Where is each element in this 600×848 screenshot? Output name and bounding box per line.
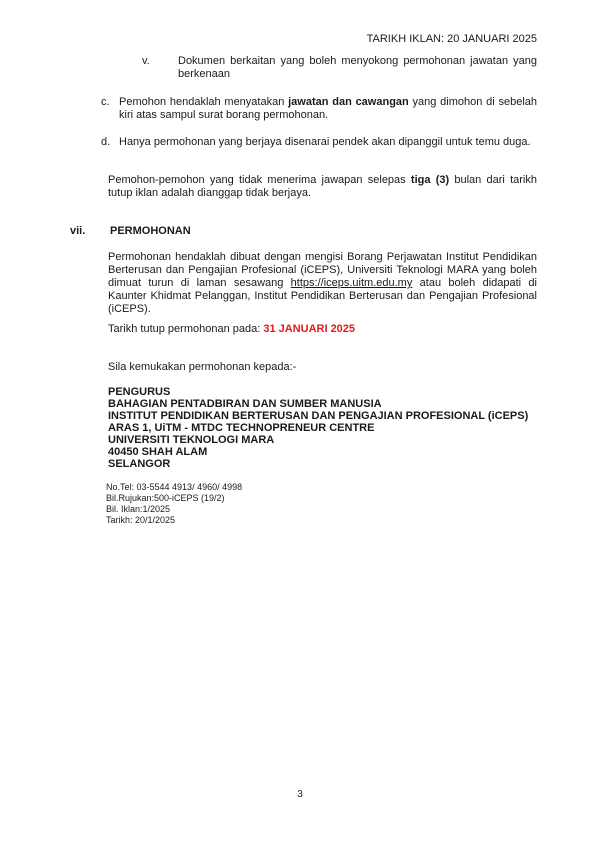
address-line: UNIVERSITI TEKNOLOGI MARA [108,434,275,446]
item-c-text-before: Pemohon hendaklah menyatakan [119,96,289,108]
section-vii-heading [70,225,537,238]
submit-to-line: Sila kemukakan permohonan kepada:- [108,361,297,373]
address-line: ARAS 1, UiTM - MTDC TECHNOPRENEUR CENTRE [108,422,375,434]
list-item-d [101,136,537,149]
list-item-d-marker: d. [101,136,111,148]
item-c-bold-phrase: jawatan dan cawangan [288,96,409,108]
reference-info-block [106,482,406,526]
info-line-iklan: Bil. Iklan:1/2025 [106,504,171,514]
advert-date-header: TARIKH IKLAN: 20 JANUARI 2025 [366,33,537,45]
info-line-tarikh: Tarikh: 20/1/2025 [106,515,176,525]
list-item-v [142,55,537,81]
list-item-c [101,96,537,122]
address-line: BAHAGIAN PENTADBIRAN DAN SUMBER MANUSIA [108,398,382,410]
info-line-tel: No.Tel: 03-5544 4913/ 4960/ 4998 [106,482,243,492]
list-item-c-marker: c. [101,96,110,108]
no-reply-bold-phrase: tiga (3) [410,174,450,186]
closing-date-label: Tarikh tutup permohonan pada: [108,323,264,335]
iceps-website-link[interactable]: https://iceps.uitm.edu.my [290,277,413,289]
address-line: 40450 SHAH ALAM [108,446,208,458]
list-item-d-text: Hanya permohonan yang berjaya disenarai pendek akan dipanggil untuk temu duga. [119,136,531,148]
application-text-after: atau boleh didapati di Kaunter Khidmat Pelanggan, Institut Pendidikan Berterusan dan Pengajian Profesional (iCEPS). [108,277,537,315]
section-vii-title: PERMOHONAN [110,225,191,237]
no-reply-text-after: bulan dari tarikh tutup iklan adalah dianggap tidak berjaya. [108,174,537,199]
paragraph-no-reply [108,174,537,200]
address-line: PENGURUS [108,386,171,398]
list-item-v-marker: v. [142,55,150,67]
no-reply-text-before: Pemohon-pemohon yang tidak menerima jawapan selepas [108,174,411,186]
address-line: INSTITUT PENDIDIKAN BERTERUSAN DAN PENGAJIAN PROFESIONAL (iCEPS) [108,410,529,422]
closing-date-line [108,323,537,336]
application-text-before: Permohonan hendaklah dibuat dengan mengisi Borang Perjawatan Institut Pendidikan Berterusan dan Pengajian Profesional (iCEPS), Universiti Teknologi MARA yang boleh dimuat turun di laman sesawang [108,251,537,289]
info-line-rujukan: Bil.Rujukan:500-iCEPS (19/2) [106,493,225,503]
address-line: SELANGOR [108,458,171,470]
closing-date-value: 31 JANUARI 2025 [263,323,356,335]
list-item-v-text: Dokumen berkaitan yang boleh menyokong permohonan jawatan yang berkenaan [178,55,537,80]
page-number: 3 [297,789,303,800]
mailing-address-block [108,386,568,470]
item-c-text-after: yang dimohon di sebelah kiri atas sampul surat borang permohonan. [119,96,537,121]
paragraph-application [108,251,537,316]
list-item-c-text [119,96,537,122]
section-vii-number: vii. [70,225,86,237]
